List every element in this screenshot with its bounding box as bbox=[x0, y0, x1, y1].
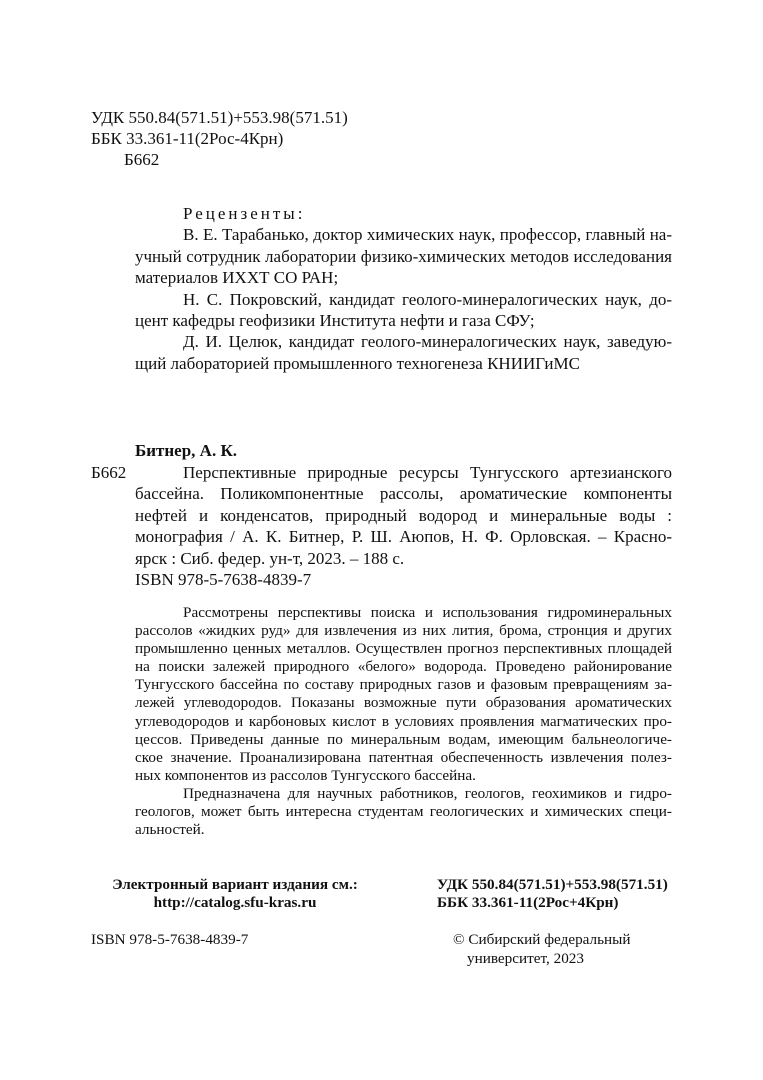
catalog-line: бассейна. Поликомпонентные рассолы, ароматические компоненты bbox=[135, 484, 672, 504]
abstract-line: Рассмотрены перспективы поиска и использования гидроминеральных bbox=[183, 604, 672, 621]
abstract-line: цессов. Приведены данные по минеральным водам, имеющим бальнеологиче- bbox=[135, 730, 672, 748]
abstract-line: геологов, может быть интересна студентам геологических и химических специ- bbox=[135, 803, 672, 821]
abstract-line: Тунгусского бассейна по составу природных газов и фазовым превращениям за- bbox=[135, 676, 672, 694]
catalog-isbn: ISBN 978-5-7638-4839-7 bbox=[135, 570, 312, 590]
catalog-code: Б662 bbox=[91, 463, 127, 482]
reviewer-line: цент кафедры геофизики Института нефти и газа СФУ; bbox=[135, 311, 535, 331]
reviewer-line: Н. С. Покровский, кандидат геолого-минералогических наук, до- bbox=[183, 289, 672, 309]
catalog-line: ярск : Сиб. федер. ун-т, 2023. – 188 с. bbox=[135, 548, 405, 568]
bbk-code: ББК 33.361-11(2Рос-4Крн) bbox=[91, 129, 284, 148]
copyright-line-2: университет, 2023 bbox=[467, 950, 584, 967]
electronic-version bbox=[100, 876, 370, 912]
footer-isbn: ISBN 978-5-7638-4839-7 bbox=[91, 931, 249, 948]
abstract-line: лежей углеводородов. Показаны возможные пути образования ароматических bbox=[135, 694, 672, 712]
catalog-url[interactable]: http://catalog.sfu-kras.ru bbox=[153, 894, 317, 912]
abstract-line: рассолов «жидких руд» для извлечения из них лития, брома, стронция и других bbox=[135, 622, 672, 640]
reviewers-section bbox=[135, 203, 672, 374]
catalog-entry bbox=[135, 462, 672, 590]
electronic-version-label: Электронный вариант издания см.: bbox=[112, 876, 358, 893]
abstract-line: ское значение. Проанализирована патентная обеспеченность извлечения полез- bbox=[135, 748, 672, 766]
footer-udk: УДК 550.84(571.51)+553.98(571.51) bbox=[437, 876, 668, 893]
abstract-line: на поиски залежей природного «белого» водорода. Проведено районирование bbox=[135, 658, 672, 676]
author-mark: Б662 bbox=[124, 150, 160, 169]
reviewer-line: учный сотрудник лаборатории физико-химических методов исследования bbox=[135, 246, 672, 266]
abstract-line: альностей. bbox=[135, 821, 205, 839]
copyright-line-1: © Сибирский федеральный bbox=[453, 931, 631, 948]
reviewer-line: материалов ИХХТ СО РАН; bbox=[135, 268, 339, 288]
reviewer-line: щий лабораторией промышленного техногенеза КНИИГиМС bbox=[135, 353, 580, 373]
reviewer-line: В. Е. Тарабанько, доктор химических наук, профессор, главный на- bbox=[183, 225, 672, 245]
footer-bbk: ББК 33.361-11(2Рос+4Крн) bbox=[437, 894, 619, 912]
footer-classification bbox=[437, 876, 668, 912]
udk-code: УДК 550.84(571.51)+553.98(571.51) bbox=[91, 108, 348, 127]
catalog-line: нефтей и конденсатов, природный водород и минеральные воды : bbox=[135, 505, 672, 525]
reviewers-title: Рецензенты: bbox=[183, 204, 306, 223]
catalog-line: Перспективные природные ресурсы Тунгусского артезианского bbox=[183, 463, 672, 482]
catalog-line: монография / А. К. Битнер, Р. Ш. Аюпов, Н. Ф. Орловская. – Красно- bbox=[135, 527, 672, 547]
abstract bbox=[135, 604, 672, 839]
reviewer-line: Д. И. Целюк, кандидат геолого-минералогических наук, заведую- bbox=[183, 332, 672, 352]
abstract-line: ных компонентов из рассолов Тунгусского бассейна. bbox=[135, 766, 476, 784]
abstract-line: Предназначена для научных работников, геологов, геохимиков и гидро- bbox=[183, 784, 672, 802]
abstract-line: промышленно ценных металлов. Осуществлен прогноз перспективных площадей bbox=[135, 640, 672, 658]
abstract-line: углеводородов и карбоновых кислот в условиях проявления магматических про- bbox=[135, 712, 672, 730]
catalog-author: Битнер, А. К. bbox=[135, 441, 238, 460]
